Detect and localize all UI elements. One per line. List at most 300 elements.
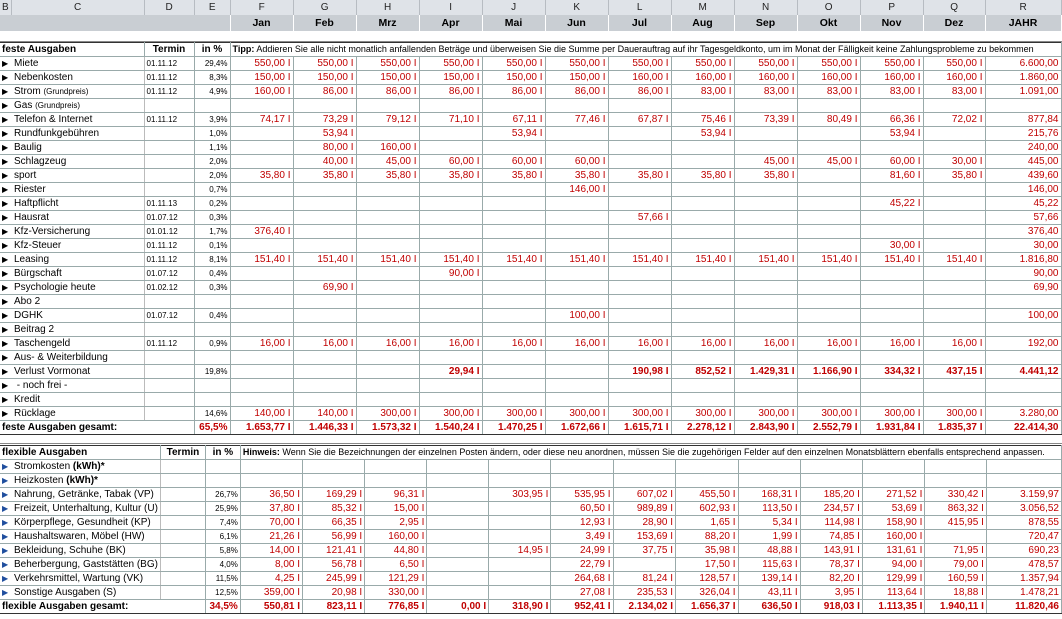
amount-cell[interactable] — [427, 572, 489, 586]
amount-cell[interactable]: 150,00 I — [356, 71, 419, 85]
termin-cell[interactable] — [144, 393, 194, 407]
amount-cell[interactable]: 602,93 I — [676, 502, 738, 516]
amount-cell[interactable]: 330,42 I — [925, 488, 987, 502]
amount-cell[interactable]: 215,76 — [985, 127, 1061, 141]
amount-cell[interactable] — [419, 141, 482, 155]
total-percent[interactable]: 65,5% — [194, 421, 230, 435]
amount-cell[interactable]: 57,66 I — [608, 211, 671, 225]
amount-cell[interactable]: 30,00 I — [860, 239, 923, 253]
amount-cell[interactable]: 45,22 — [985, 197, 1061, 211]
amount-cell[interactable] — [356, 183, 419, 197]
amount-cell[interactable] — [356, 379, 419, 393]
amount-cell[interactable] — [923, 281, 985, 295]
amount-cell[interactable]: 300,00 I — [734, 407, 797, 421]
amount-cell[interactable] — [797, 197, 860, 211]
percent-cell[interactable]: 0,4% — [194, 309, 230, 323]
amount-cell[interactable] — [862, 474, 924, 488]
amount-cell[interactable] — [293, 267, 356, 281]
amount-cell[interactable]: 121,29 I — [365, 572, 427, 586]
total-amount-cell[interactable]: 11.820,46 — [986, 600, 1061, 614]
amount-cell[interactable] — [734, 225, 797, 239]
percent-cell[interactable]: 1,1% — [194, 141, 230, 155]
amount-cell[interactable] — [303, 474, 365, 488]
amount-cell[interactable] — [356, 309, 419, 323]
amount-cell[interactable] — [923, 183, 985, 197]
amount-cell[interactable] — [797, 183, 860, 197]
amount-cell[interactable]: 1.860,00 — [985, 71, 1061, 85]
termin-cell[interactable]: 01.01.12 — [144, 225, 194, 239]
amount-cell[interactable]: 16,00 I — [608, 337, 671, 351]
amount-cell[interactable] — [356, 365, 419, 379]
expense-label[interactable] — [0, 127, 144, 141]
expense-label[interactable] — [0, 99, 144, 113]
amount-cell[interactable] — [797, 295, 860, 309]
amount-cell[interactable] — [419, 323, 482, 337]
amount-cell[interactable] — [489, 460, 551, 474]
amount-cell[interactable] — [230, 379, 293, 393]
amount-cell[interactable]: 150,00 I — [482, 71, 545, 85]
amount-cell[interactable]: 989,89 I — [613, 502, 675, 516]
amount-cell[interactable]: 88,20 I — [676, 530, 738, 544]
amount-cell[interactable]: 6,50 I — [365, 558, 427, 572]
amount-cell[interactable] — [797, 169, 860, 183]
amount-cell[interactable] — [230, 155, 293, 169]
amount-cell[interactable] — [427, 586, 489, 600]
amount-cell[interactable] — [419, 281, 482, 295]
amount-cell[interactable]: 160,00 I — [608, 71, 671, 85]
amount-cell[interactable]: 35,80 I — [419, 169, 482, 183]
amount-cell[interactable]: 40,00 I — [293, 155, 356, 169]
total-amount-cell[interactable]: 636,50 I — [738, 600, 800, 614]
expand-arrow-icon[interactable]: ▶ — [2, 143, 9, 152]
amount-cell[interactable]: 300,00 I — [671, 407, 734, 421]
amount-cell[interactable] — [545, 379, 608, 393]
amount-cell[interactable] — [860, 295, 923, 309]
termin-cell[interactable] — [160, 586, 205, 600]
amount-cell[interactable]: 70,00 I — [240, 516, 302, 530]
amount-cell[interactable]: 129,99 I — [862, 572, 924, 586]
amount-cell[interactable] — [608, 99, 671, 113]
amount-cell[interactable] — [734, 267, 797, 281]
amount-cell[interactable] — [734, 351, 797, 365]
amount-cell[interactable]: 45,00 I — [734, 155, 797, 169]
expand-arrow-icon[interactable]: ▶ — [2, 73, 9, 82]
amount-cell[interactable] — [671, 197, 734, 211]
amount-cell[interactable] — [230, 99, 293, 113]
percent-cell[interactable]: 4,9% — [194, 85, 230, 99]
amount-cell[interactable] — [545, 365, 608, 379]
amount-cell[interactable]: 153,69 I — [613, 530, 675, 544]
amount-cell[interactable] — [671, 183, 734, 197]
expand-arrow-icon[interactable]: ▶ — [2, 115, 9, 124]
amount-cell[interactable] — [860, 281, 923, 295]
amount-cell[interactable]: 3.159,97 — [986, 488, 1061, 502]
amount-cell[interactable] — [427, 502, 489, 516]
termin-cell[interactable]: 01.02.12 — [144, 281, 194, 295]
termin-cell[interactable]: 01.11.12 — [144, 253, 194, 267]
amount-cell[interactable] — [734, 323, 797, 337]
amount-cell[interactable] — [489, 572, 551, 586]
termin-cell[interactable] — [160, 460, 205, 474]
amount-cell[interactable] — [986, 460, 1061, 474]
termin-cell[interactable]: 01.11.12 — [144, 239, 194, 253]
amount-cell[interactable] — [860, 183, 923, 197]
amount-cell[interactable]: 45,00 I — [356, 155, 419, 169]
amount-cell[interactable]: 77,46 I — [545, 113, 608, 127]
amount-cell[interactable]: 79,00 I — [925, 558, 987, 572]
termin-cell[interactable] — [144, 295, 194, 309]
amount-cell[interactable]: 330,00 I — [365, 586, 427, 600]
expand-arrow-icon[interactable]: ▶ — [2, 311, 9, 320]
amount-cell[interactable]: 37,75 I — [613, 544, 675, 558]
expand-arrow-icon[interactable]: ▶ — [2, 59, 9, 68]
expand-arrow-icon[interactable]: ▶ — [2, 518, 9, 527]
percent-cell[interactable]: 25,9% — [205, 502, 240, 516]
amount-cell[interactable]: 114,98 I — [800, 516, 862, 530]
amount-cell[interactable] — [482, 281, 545, 295]
expense-label[interactable] — [0, 267, 144, 281]
amount-cell[interactable] — [489, 586, 551, 600]
amount-cell[interactable] — [923, 295, 985, 309]
amount-cell[interactable]: 160,59 I — [925, 572, 987, 586]
amount-cell[interactable]: 437,15 I — [923, 365, 985, 379]
percent-cell[interactable]: 2,0% — [194, 155, 230, 169]
amount-cell[interactable] — [797, 281, 860, 295]
amount-cell[interactable] — [293, 225, 356, 239]
amount-cell[interactable] — [482, 393, 545, 407]
amount-cell[interactable]: 90,00 I — [419, 267, 482, 281]
expand-arrow-icon[interactable]: ▶ — [2, 462, 9, 471]
amount-cell[interactable]: 439,60 — [985, 169, 1061, 183]
amount-cell[interactable]: 8,00 I — [240, 558, 302, 572]
total-amount-cell[interactable]: 2.552,79 I — [797, 421, 860, 435]
amount-cell[interactable] — [427, 530, 489, 544]
amount-cell[interactable] — [985, 393, 1061, 407]
expense-label[interactable] — [0, 155, 144, 169]
amount-cell[interactable] — [293, 211, 356, 225]
amount-cell[interactable]: 43,11 I — [738, 586, 800, 600]
amount-cell[interactable]: 550,00 I — [419, 57, 482, 71]
amount-cell[interactable] — [230, 323, 293, 337]
total-amount-cell[interactable]: 823,11 I — [303, 600, 365, 614]
percent-cell[interactable]: 0,7% — [194, 183, 230, 197]
amount-cell[interactable] — [671, 393, 734, 407]
amount-cell[interactable]: 94,00 I — [862, 558, 924, 572]
amount-cell[interactable]: 2,95 I — [365, 516, 427, 530]
column-letter-j[interactable]: J — [482, 0, 545, 15]
amount-cell[interactable]: 35,80 I — [356, 169, 419, 183]
amount-cell[interactable] — [734, 197, 797, 211]
expense-label[interactable] — [0, 488, 160, 502]
percent-cell[interactable]: 19,8% — [194, 365, 230, 379]
amount-cell[interactable] — [427, 460, 489, 474]
amount-cell[interactable]: 245,99 I — [303, 572, 365, 586]
amount-cell[interactable]: 83,00 I — [860, 85, 923, 99]
amount-cell[interactable]: 71,95 I — [925, 544, 987, 558]
amount-cell[interactable] — [427, 474, 489, 488]
amount-cell[interactable]: 14,95 I — [489, 544, 551, 558]
amount-cell[interactable] — [482, 99, 545, 113]
amount-cell[interactable] — [671, 141, 734, 155]
total-amount-cell[interactable]: 952,41 I — [551, 600, 613, 614]
amount-cell[interactable] — [923, 211, 985, 225]
amount-cell[interactable]: 146,00 — [985, 183, 1061, 197]
expense-label[interactable] — [0, 351, 144, 365]
expense-label[interactable] — [0, 309, 144, 323]
total-percent[interactable]: 34,5% — [205, 600, 240, 614]
expand-arrow-icon[interactable]: ▶ — [2, 409, 9, 418]
expand-arrow-icon[interactable]: ▶ — [2, 560, 9, 569]
termin-cell[interactable]: 01.11.12 — [144, 85, 194, 99]
amount-cell[interactable]: 877,84 — [985, 113, 1061, 127]
amount-cell[interactable] — [608, 267, 671, 281]
expense-label[interactable] — [0, 295, 144, 309]
amount-cell[interactable] — [923, 225, 985, 239]
amount-cell[interactable]: 71,10 I — [419, 113, 482, 127]
percent-cell[interactable]: 7,4% — [205, 516, 240, 530]
amount-cell[interactable] — [925, 474, 987, 488]
expense-label[interactable] — [0, 183, 144, 197]
total-amount-cell[interactable]: 1.615,71 I — [608, 421, 671, 435]
amount-cell[interactable] — [671, 211, 734, 225]
amount-cell[interactable]: 140,00 I — [230, 407, 293, 421]
amount-cell[interactable] — [985, 351, 1061, 365]
amount-cell[interactable] — [985, 323, 1061, 337]
column-letter-o[interactable]: O — [797, 0, 860, 15]
amount-cell[interactable]: 300,00 I — [860, 407, 923, 421]
amount-cell[interactable]: 376,40 — [985, 225, 1061, 239]
amount-cell[interactable] — [923, 127, 985, 141]
amount-cell[interactable] — [734, 183, 797, 197]
amount-cell[interactable] — [427, 488, 489, 502]
expand-arrow-icon[interactable]: ▶ — [2, 504, 9, 513]
expense-label[interactable] — [0, 474, 160, 488]
amount-cell[interactable]: 550,00 I — [230, 57, 293, 71]
amount-cell[interactable] — [985, 99, 1061, 113]
amount-cell[interactable] — [797, 323, 860, 337]
amount-cell[interactable]: 67,87 I — [608, 113, 671, 127]
total-amount-cell[interactable]: 1.470,25 I — [482, 421, 545, 435]
total-amount-cell[interactable]: 1.656,37 I — [676, 600, 738, 614]
amount-cell[interactable]: 607,02 I — [613, 488, 675, 502]
amount-cell[interactable]: 78,37 I — [800, 558, 862, 572]
amount-cell[interactable]: 56,99 I — [303, 530, 365, 544]
amount-cell[interactable]: 12,93 I — [551, 516, 613, 530]
percent-cell[interactable] — [205, 460, 240, 474]
percent-cell[interactable] — [194, 351, 230, 365]
amount-cell[interactable]: 160,00 I — [230, 85, 293, 99]
amount-cell[interactable] — [365, 460, 427, 474]
amount-cell[interactable] — [860, 309, 923, 323]
termin-cell[interactable] — [144, 155, 194, 169]
amount-cell[interactable]: 1.357,94 — [986, 572, 1061, 586]
amount-cell[interactable] — [356, 281, 419, 295]
amount-cell[interactable]: 86,00 I — [356, 85, 419, 99]
amount-cell[interactable] — [860, 211, 923, 225]
expand-arrow-icon[interactable]: ▶ — [2, 367, 9, 376]
amount-cell[interactable] — [608, 323, 671, 337]
column-letter-p[interactable]: P — [860, 0, 923, 15]
total-amount-cell[interactable]: 0,00 I — [427, 600, 489, 614]
amount-cell[interactable]: 73,39 I — [734, 113, 797, 127]
amount-cell[interactable] — [482, 295, 545, 309]
termin-cell[interactable] — [160, 558, 205, 572]
amount-cell[interactable] — [293, 309, 356, 323]
amount-cell[interactable]: 16,00 I — [230, 337, 293, 351]
amount-cell[interactable] — [608, 197, 671, 211]
expense-label[interactable] — [0, 71, 144, 85]
expand-arrow-icon[interactable]: ▶ — [2, 395, 9, 404]
amount-cell[interactable]: 35,80 I — [608, 169, 671, 183]
expense-label[interactable] — [0, 253, 144, 267]
amount-cell[interactable] — [671, 99, 734, 113]
termin-cell[interactable] — [144, 127, 194, 141]
amount-cell[interactable] — [797, 225, 860, 239]
amount-cell[interactable] — [734, 393, 797, 407]
amount-cell[interactable] — [608, 155, 671, 169]
amount-cell[interactable]: 192,00 — [985, 337, 1061, 351]
expense-label[interactable] — [0, 544, 160, 558]
amount-cell[interactable] — [293, 295, 356, 309]
amount-cell[interactable]: 16,00 I — [293, 337, 356, 351]
amount-cell[interactable]: 168,31 I — [738, 488, 800, 502]
percent-cell[interactable]: 0,4% — [194, 267, 230, 281]
amount-cell[interactable]: 878,55 — [986, 516, 1061, 530]
amount-cell[interactable]: 190,98 I — [608, 365, 671, 379]
amount-cell[interactable] — [419, 99, 482, 113]
amount-cell[interactable]: 69,90 I — [293, 281, 356, 295]
termin-cell[interactable] — [144, 141, 194, 155]
amount-cell[interactable] — [356, 99, 419, 113]
column-letter-r[interactable]: R — [985, 0, 1061, 15]
column-letter-i[interactable]: I — [419, 0, 482, 15]
expense-label[interactable] — [0, 337, 144, 351]
amount-cell[interactable]: 300,00 I — [356, 407, 419, 421]
amount-cell[interactable]: 16,00 I — [734, 337, 797, 351]
termin-cell[interactable] — [144, 365, 194, 379]
amount-cell[interactable] — [797, 239, 860, 253]
total-amount-cell[interactable]: 2.843,90 I — [734, 421, 797, 435]
amount-cell[interactable] — [419, 393, 482, 407]
termin-cell[interactable] — [144, 169, 194, 183]
expand-arrow-icon[interactable]: ▶ — [2, 588, 9, 597]
amount-cell[interactable]: 151,40 I — [419, 253, 482, 267]
amount-cell[interactable] — [545, 393, 608, 407]
amount-cell[interactable] — [482, 267, 545, 281]
amount-cell[interactable] — [293, 365, 356, 379]
amount-cell[interactable] — [427, 558, 489, 572]
expand-arrow-icon[interactable]: ▶ — [2, 297, 9, 306]
termin-cell[interactable] — [160, 516, 205, 530]
amount-cell[interactable] — [293, 183, 356, 197]
amount-cell[interactable]: 852,52 I — [671, 365, 734, 379]
amount-cell[interactable]: 16,00 I — [860, 337, 923, 351]
amount-cell[interactable]: 86,00 I — [419, 85, 482, 99]
amount-cell[interactable]: 160,00 I — [923, 71, 985, 85]
amount-cell[interactable]: 5,34 I — [738, 516, 800, 530]
amount-cell[interactable] — [356, 393, 419, 407]
termin-cell[interactable] — [144, 407, 194, 421]
amount-cell[interactable]: 1.091,00 — [985, 85, 1061, 99]
amount-cell[interactable]: 3,49 I — [551, 530, 613, 544]
amount-cell[interactable] — [734, 309, 797, 323]
percent-cell[interactable]: 14,6% — [194, 407, 230, 421]
amount-cell[interactable] — [797, 309, 860, 323]
amount-cell[interactable] — [356, 127, 419, 141]
amount-cell[interactable]: 3.280,00 — [985, 407, 1061, 421]
amount-cell[interactable] — [797, 267, 860, 281]
amount-cell[interactable]: 300,00 I — [482, 407, 545, 421]
amount-cell[interactable]: 271,52 I — [862, 488, 924, 502]
amount-cell[interactable] — [608, 225, 671, 239]
expense-label[interactable] — [0, 197, 144, 211]
amount-cell[interactable] — [923, 99, 985, 113]
amount-cell[interactable] — [608, 379, 671, 393]
amount-cell[interactable]: 160,00 I — [356, 141, 419, 155]
amount-cell[interactable]: 85,32 I — [303, 502, 365, 516]
amount-cell[interactable] — [240, 474, 302, 488]
amount-cell[interactable]: 185,20 I — [800, 488, 862, 502]
expense-label[interactable] — [0, 225, 144, 239]
total-amount-cell[interactable]: 318,90 I — [489, 600, 551, 614]
amount-cell[interactable] — [676, 460, 738, 474]
expand-arrow-icon[interactable]: ▶ — [2, 227, 9, 236]
amount-cell[interactable] — [356, 295, 419, 309]
amount-cell[interactable]: 303,95 I — [489, 488, 551, 502]
amount-cell[interactable]: 151,40 I — [356, 253, 419, 267]
amount-cell[interactable]: 334,32 I — [860, 365, 923, 379]
expense-label[interactable] — [0, 516, 160, 530]
amount-cell[interactable] — [734, 211, 797, 225]
amount-cell[interactable] — [734, 99, 797, 113]
amount-cell[interactable]: 16,00 I — [419, 337, 482, 351]
amount-cell[interactable] — [293, 351, 356, 365]
amount-cell[interactable]: 160,00 I — [860, 71, 923, 85]
termin-cell[interactable]: 01.07.12 — [144, 211, 194, 225]
expense-label[interactable] — [0, 502, 160, 516]
amount-cell[interactable] — [923, 323, 985, 337]
amount-cell[interactable]: 60,00 I — [482, 155, 545, 169]
amount-cell[interactable] — [356, 267, 419, 281]
amount-cell[interactable]: 151,40 I — [608, 253, 671, 267]
amount-cell[interactable]: 550,00 I — [797, 57, 860, 71]
amount-cell[interactable]: 15,00 I — [365, 502, 427, 516]
amount-cell[interactable] — [860, 99, 923, 113]
total-amount-cell[interactable]: 1.446,33 I — [293, 421, 356, 435]
column-letter-c[interactable]: C — [11, 0, 144, 15]
amount-cell[interactable] — [489, 516, 551, 530]
amount-cell[interactable] — [545, 141, 608, 155]
amount-cell[interactable] — [293, 239, 356, 253]
amount-cell[interactable]: 160,00 I — [365, 530, 427, 544]
amount-cell[interactable] — [230, 281, 293, 295]
amount-cell[interactable]: 478,57 — [986, 558, 1061, 572]
amount-cell[interactable] — [356, 225, 419, 239]
percent-cell[interactable]: 0,9% — [194, 337, 230, 351]
amount-cell[interactable]: 150,00 I — [545, 71, 608, 85]
expense-label[interactable] — [0, 85, 144, 99]
amount-cell[interactable] — [986, 474, 1061, 488]
amount-cell[interactable] — [489, 558, 551, 572]
total-amount-cell[interactable]: 1.573,32 I — [356, 421, 419, 435]
column-letter-n[interactable]: N — [734, 0, 797, 15]
amount-cell[interactable]: 35,80 I — [482, 169, 545, 183]
amount-cell[interactable] — [923, 197, 985, 211]
amount-cell[interactable]: 240,00 — [985, 141, 1061, 155]
amount-cell[interactable]: 1.816,80 — [985, 253, 1061, 267]
amount-cell[interactable]: 550,00 I — [293, 57, 356, 71]
amount-cell[interactable] — [860, 351, 923, 365]
